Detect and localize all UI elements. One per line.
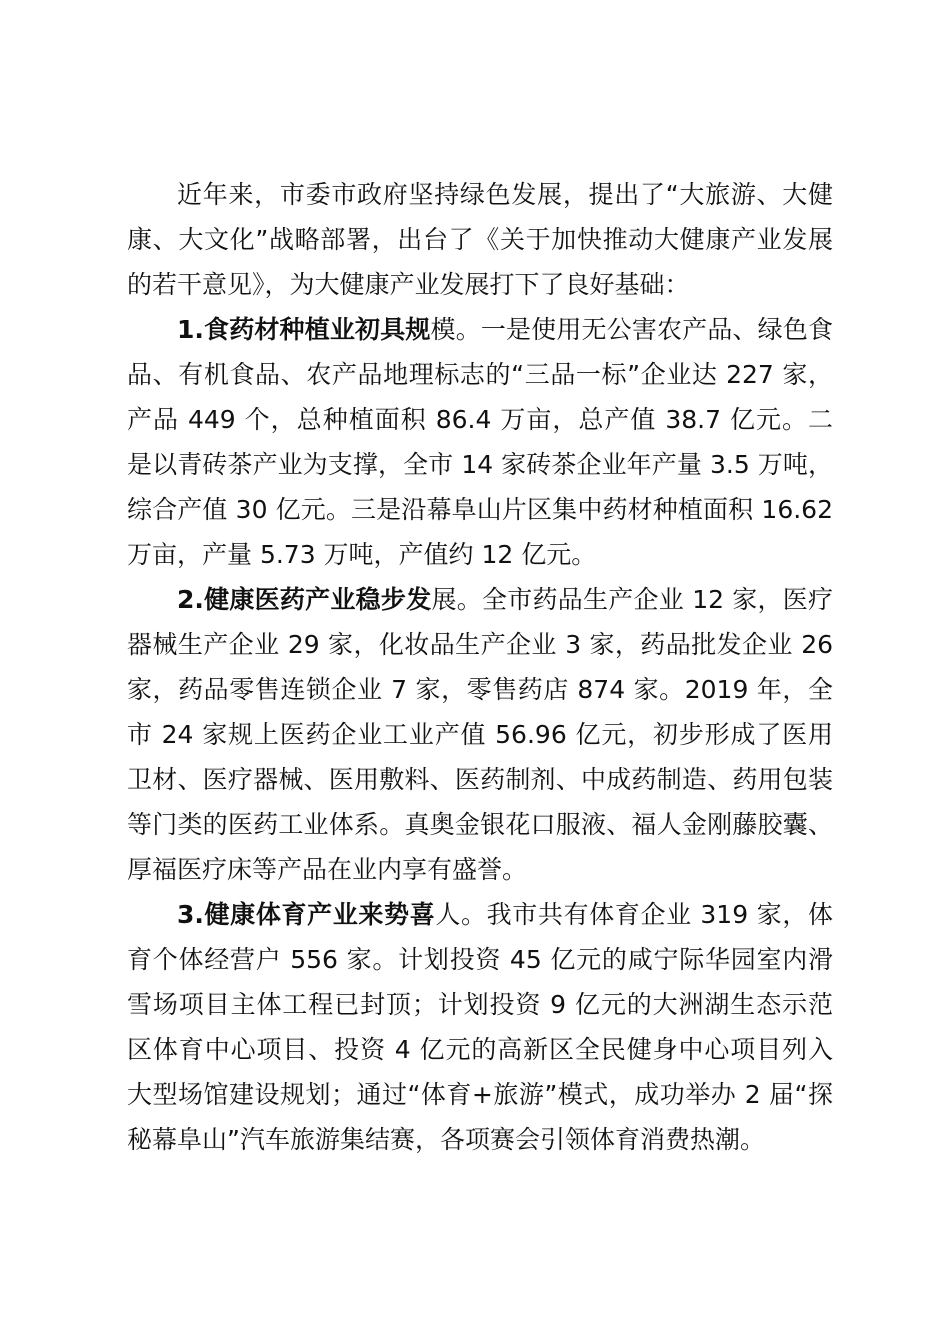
- section-3-paragraph: [127, 892, 833, 1162]
- section-3-heading: 3.健康体育产业来势喜: [177, 900, 436, 929]
- intro-text: 近年来，市委市政府坚持绿色发展，提出了“大旅游、大健康、大文化”战略部署，出台了《关于加快推动大健康产业发展的若干意见》，为大健康产业发展打下了良好基础：: [127, 180, 833, 299]
- section-2-paragraph: [127, 577, 833, 892]
- section-1-heading: 1.食药材种植业初具规: [177, 315, 431, 344]
- section-2-body: 展。全市药品生产企业 12 家，医疗器械生产企业 29 家，化妆品生产企业 3 家，药品批发企业 26 家，药品零售连锁企业 7 家，零售药店 874 家。2019 年，全市 24 家规上医药企业工业产值 56.96 亿元，初步形成了医用卫材、医疗器械、医用敷料、医药制剂、中成药制造、药用包装等门类的医药工业体系。真奥金银花口服液、福人金刚藤胶囊、厚福医疗床等产品在业内享有盛誉。: [127, 585, 833, 884]
- section-2-heading: 2.健康医药产业稳步发: [177, 585, 432, 614]
- section-3-body: 人。我市共有体育企业 319 家，体育个体经营户 556 家。计划投资 45 亿元的咸宁际华园室内滑雪场项目主体工程已封顶；计划投资 9 亿元的大洲湖生态示范区体育中心项目、投资 4 亿元的高新区全民健身中心项目列入大型场馆建设规划；通过“体育+旅游”模式，成功举办 2 届“探秘幕阜山”汽车旅游集结赛，各项赛会引领体育消费热潮。: [127, 900, 833, 1154]
- intro-paragraph: [127, 172, 833, 307]
- section-1-paragraph: [127, 307, 833, 577]
- section-1-body: 模。一是使用无公害农产品、绿色食品、有机食品、农产品地理标志的“三品一标”企业达 227 家，产品 449 个，总种植面积 86.4 万亩，总产值 38.7 亿元。二是以青砖茶产业为支撑，全市 14 家砖茶企业年产量 3.5 万吨，综合产值 30 亿元。三是沿幕阜山片区集中药材种植面积 16.62 万亩，产量 5.73 万吨，产值约 12 亿元。: [127, 315, 833, 569]
- document-body: [127, 172, 833, 1162]
